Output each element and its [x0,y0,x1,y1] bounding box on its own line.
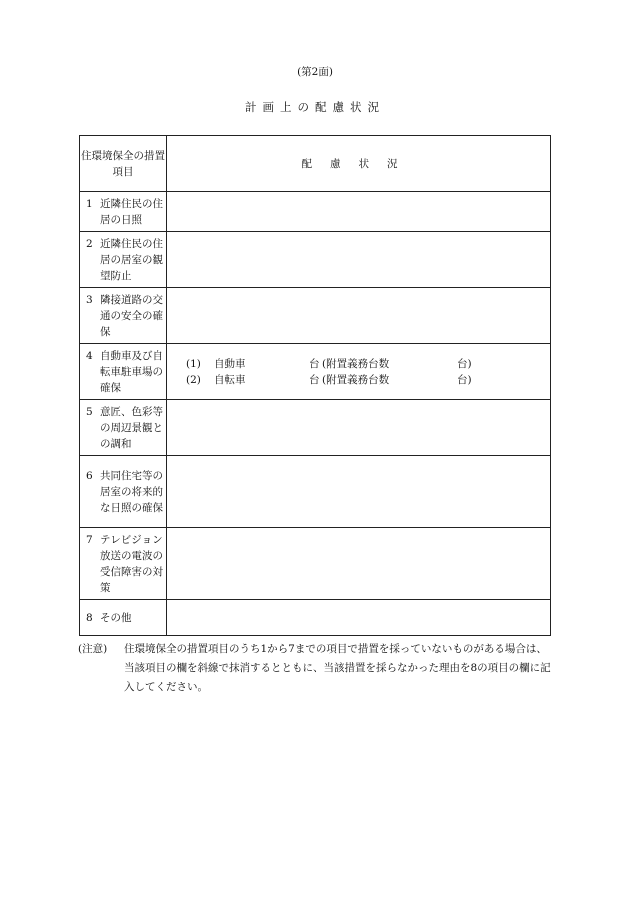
status-cell[interactable] [167,528,551,600]
header-item-cell: 住環境保全の措置項目 [80,136,167,192]
row-number: 3 [86,293,93,306]
row-label: 近隣住民の住居の居室の観望防止 [100,237,163,282]
status-cell[interactable] [167,600,551,636]
row-label: 近隣住民の住居の日照 [100,197,163,226]
table-row [80,344,551,400]
note-text: 住環境保全の措置項目のうち1から7までの項目で措置を採っていないものがある場合は、当該項目の欄を斜線で抹消するとともに、当該措置を採らなかった理由を8の項目の欄に記入してください。 [124,643,551,693]
status-cell[interactable] [167,400,551,456]
consideration-table [79,135,551,636]
table-row [80,288,551,344]
header-status-cell: 配慮状況 [167,136,551,192]
table-row [80,528,551,600]
row-number: 4 [86,349,93,362]
status-cell[interactable] [167,192,551,232]
table-header-row [80,136,551,192]
table-row [80,192,551,232]
table-row [80,232,551,288]
status-cell[interactable] [167,456,551,528]
table-row [80,600,551,636]
row-label: 意匠、色彩等の周辺景観との調和 [100,405,163,450]
table-row [80,456,551,528]
parking-line-bicycle: (2) 自転車 台 (附置義務台数 台) [186,373,472,386]
note-section [78,640,552,697]
row-label: 隣接道路の交通の安全の確保 [100,293,163,338]
row-number: 1 [86,197,93,210]
row-number: 5 [86,405,93,418]
status-cell-parking[interactable] [167,344,551,400]
status-cell[interactable] [167,288,551,344]
parking-line-car: (1) 自動車 台 (附置義務台数 台) [186,357,472,370]
row-number: 7 [86,533,93,546]
document-title: 計画上の配慮状況 [245,100,385,114]
row-label: 自動車及び自転車駐車場の確保 [100,349,163,394]
row-number: 6 [86,469,93,482]
row-number: 8 [86,611,93,624]
table-row [80,400,551,456]
note-lead: (注意) [78,643,108,655]
row-label: 共同住宅等の居室の将来的な日照の確保 [100,469,163,514]
row-label: その他 [100,611,132,624]
row-label: テレビジョン放送の電波の受信障害の対策 [100,533,163,594]
row-number: 2 [86,237,93,250]
page-label: (第2面) [297,66,333,78]
status-cell[interactable] [167,232,551,288]
